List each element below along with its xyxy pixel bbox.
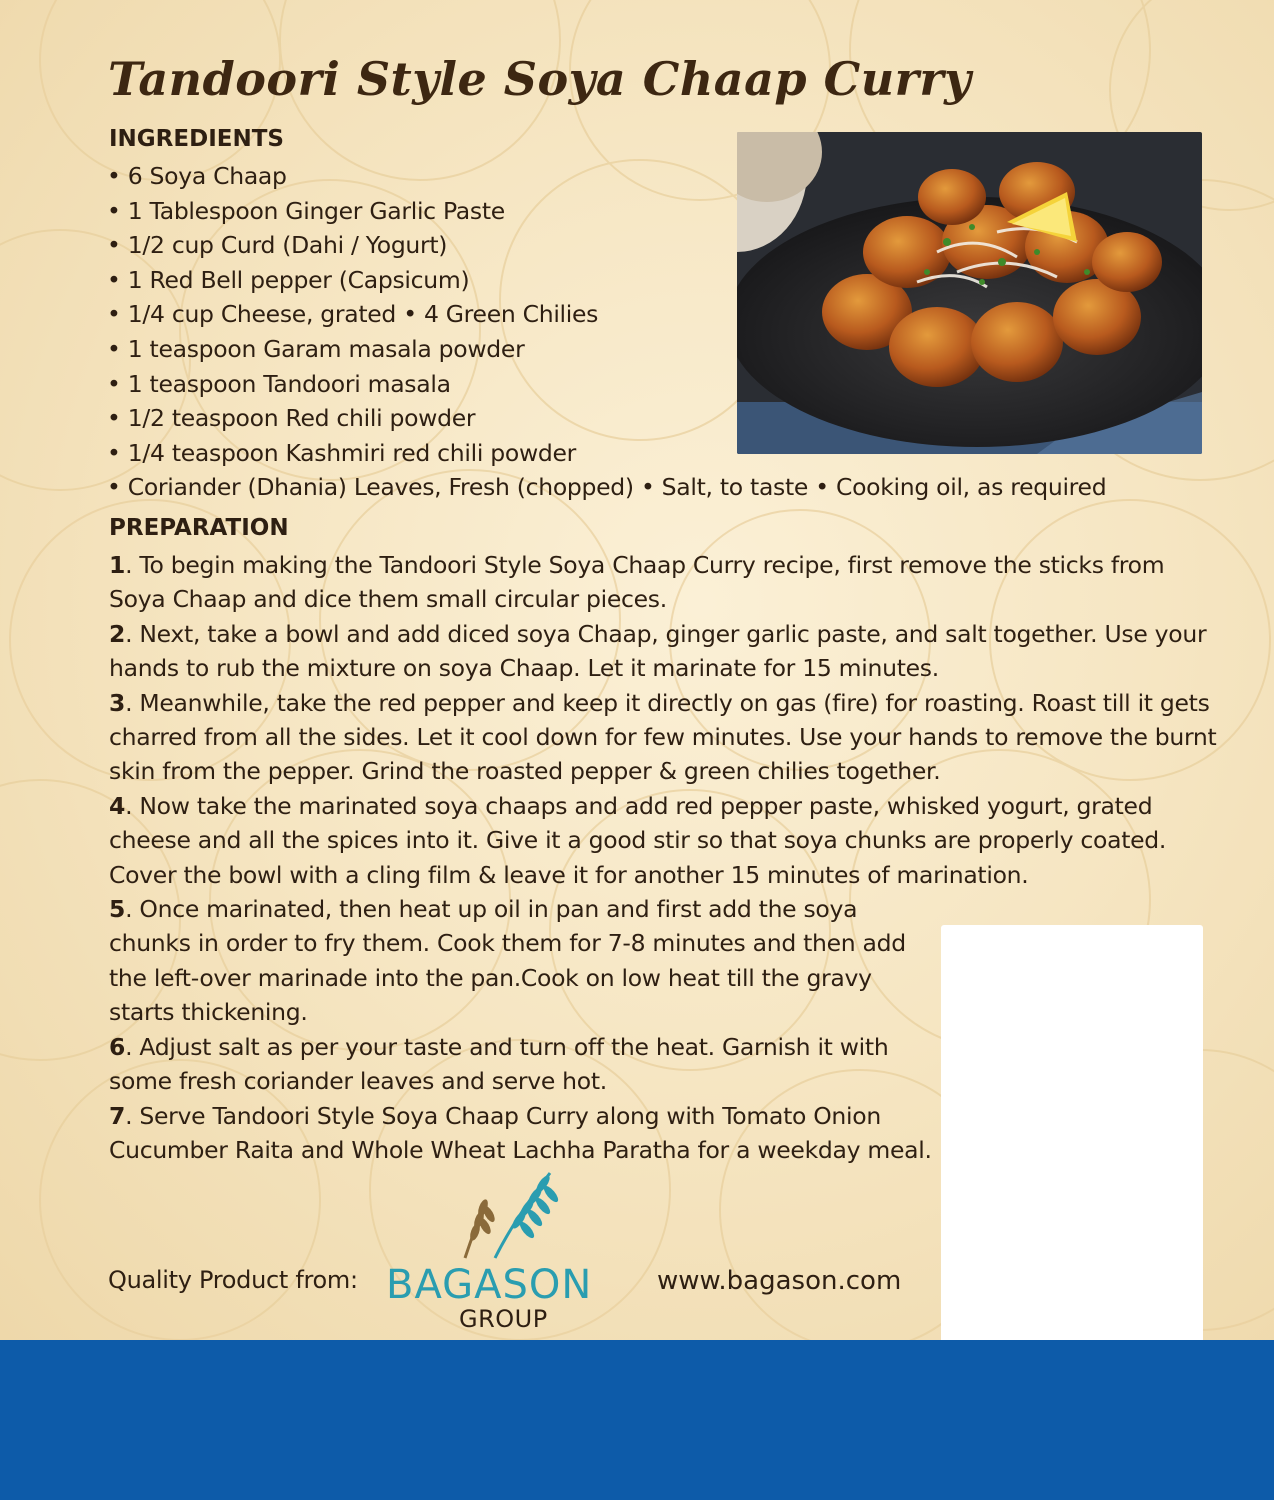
blue-footer-band [0, 1340, 1274, 1500]
ingredients-heading: INGREDIENTS [109, 126, 284, 152]
step-item [109, 617, 1219, 686]
dish-photo [737, 132, 1202, 454]
step-number: 7 [109, 1101, 126, 1130]
step-text: . Now take the marinated soya chaaps and add red pepper paste, whisked yogurt, grated cheese and all the spices into it. Give it a good stir so that soya chunks are properly coated. Cover the bowl with a cling film & leave it for another 15 minutes of marination. [109, 791, 1167, 889]
step-item [109, 1030, 939, 1099]
website-link[interactable]: www.bagason.com [657, 1266, 902, 1296]
step-number: 3 [109, 688, 126, 717]
quality-label: Quality Product from: [108, 1266, 358, 1294]
wheat-icon [455, 1168, 565, 1267]
label-area [941, 925, 1203, 1368]
step-number: 6 [109, 1032, 126, 1061]
brand-name: BAGASON [386, 1262, 593, 1308]
step-number: 1 [109, 551, 126, 579]
step-text: . Once marinated, then heat up oil in pan and first add the soya chunks in order to fry them. Cook them for 7-8 minutes and then add the left-over marinade into the pan.Cook on low heat till the gravy starts thickening. [109, 895, 906, 1027]
step-item [109, 686, 1219, 789]
ingredient-item: • 1 teaspoon Garam masala powder [107, 334, 525, 363]
ingredient-item: • 6 Soya Chaap [107, 162, 287, 190]
ingredient-item: • 1/2 teaspoon Red chili powder [107, 404, 476, 433]
step-text: . Meanwhile, take the red pepper and keep it directly on gas (fire) for roasting. Roast till it gets charred from all the sides. Let it cool down for few minutes. Use your hands to remove the burnt skin from the pepper. Grind the roasted pepper & green chilies together. [109, 688, 1217, 786]
step-number: 5 [109, 895, 126, 924]
soya-chaap-dish-icon [737, 132, 1202, 454]
step-number: 2 [109, 619, 126, 648]
ingredient-item: • 1/2 cup Curd (Dahi / Yogurt) [107, 231, 448, 260]
step-text: . To begin making the Tandoori Style Soya Chaap Curry recipe, first remove the sticks from Soya Chaap and dice them small circular pieces. [109, 551, 1165, 614]
step-item [109, 892, 939, 1030]
ingredient-item: • 1 Red Bell pepper (Capsicum) [107, 265, 470, 294]
recipe-title: Tandoori Style Soya Chaap Curry [108, 52, 972, 106]
brand-subtitle: GROUP [459, 1305, 548, 1333]
step-number: 4 [109, 791, 126, 820]
ingredient-item: • Coriander (Dhania) Leaves, Fresh (chopped) • Salt, to taste • Cooking oil, as required [107, 473, 1107, 502]
step-item [109, 548, 1219, 617]
step-text: . Adjust salt as per your taste and turn off the heat. Garnish it with some fresh coriander leaves and serve hot. [109, 1032, 889, 1096]
preparation-heading: PREPARATION [109, 515, 289, 541]
ingredient-item: • 1 teaspoon Tandoori masala [107, 369, 451, 398]
ingredient-item: • 1/4 teaspoon Kashmiri red chili powder [107, 438, 577, 467]
ingredient-item: • 1/4 cup Cheese, grated • 4 Green Chilies [107, 300, 599, 329]
step-text: . Next, take a bowl and add diced soya Chaap, ginger garlic paste, and salt together. Use your hands to rub the mixture on soya Chaap. Let it marinate for 15 minutes. [109, 619, 1207, 683]
step-text: . Serve Tandoori Style Soya Chaap Curry along with Tomato Onion Cucumber Raita and Whole Wheat Lachha Paratha for a weekday meal. [109, 1101, 932, 1164]
ingredient-item: • 1 Tablespoon Ginger Garlic Paste [107, 196, 505, 225]
step-item [109, 1099, 939, 1168]
step-item [109, 789, 1219, 892]
